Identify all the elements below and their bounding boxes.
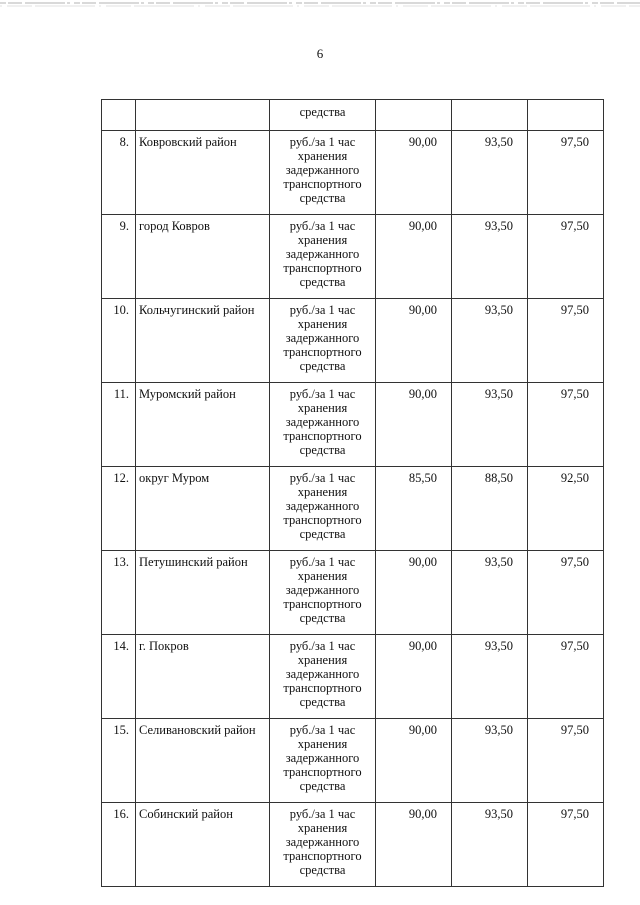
unit-cell bbox=[270, 467, 376, 551]
unit-cell bbox=[270, 299, 376, 383]
district-name-cell: округ Муром bbox=[136, 467, 270, 551]
value-cell-3: 97,50 bbox=[528, 635, 604, 719]
unit-cell bbox=[270, 215, 376, 299]
unit-line: хранения bbox=[297, 737, 348, 751]
unit-cell bbox=[270, 383, 376, 467]
unit-line: средства bbox=[299, 695, 346, 709]
district-name-cell bbox=[136, 100, 270, 131]
district-name-cell: Собинский район bbox=[136, 803, 270, 887]
value-cell-2: 88,50 bbox=[452, 467, 528, 551]
unit-cell bbox=[270, 803, 376, 887]
unit-line: хранения bbox=[297, 233, 348, 247]
value-cell-3: 97,50 bbox=[528, 215, 604, 299]
row-number-cell: 12. bbox=[102, 467, 136, 551]
unit-line: руб./за 1 час bbox=[289, 555, 356, 569]
table-row bbox=[102, 299, 604, 383]
unit-line: транспортного bbox=[283, 597, 362, 611]
page-number: 6 bbox=[316, 46, 324, 61]
row-number-cell: 8. bbox=[102, 131, 136, 215]
row-number-cell: 9. bbox=[102, 215, 136, 299]
unit-line: средства bbox=[299, 443, 346, 457]
table-row bbox=[102, 131, 604, 215]
unit-line: транспортного bbox=[283, 681, 362, 695]
unit-line: хранения bbox=[297, 653, 348, 667]
table-row bbox=[102, 383, 604, 467]
district-name-cell: Селивановский район bbox=[136, 719, 270, 803]
row-number-cell: 10. bbox=[102, 299, 136, 383]
unit-line: средства bbox=[299, 611, 346, 625]
unit-line: транспортного bbox=[283, 261, 362, 275]
value-cell-3: 92,50 bbox=[528, 467, 604, 551]
value-cell-1: 90,00 bbox=[376, 299, 452, 383]
table-row bbox=[102, 803, 604, 887]
unit-line: задержанного bbox=[285, 415, 360, 429]
unit-line: задержанного bbox=[285, 163, 360, 177]
value-cell-2: 93,50 bbox=[452, 803, 528, 887]
unit-line: хранения bbox=[297, 149, 348, 163]
value-cell-1: 90,00 bbox=[376, 383, 452, 467]
value-cell-2: 93,50 bbox=[452, 551, 528, 635]
tariff-table bbox=[101, 99, 604, 887]
table-row bbox=[102, 215, 604, 299]
row-number-cell: 14. bbox=[102, 635, 136, 719]
value-cell-1: 90,00 bbox=[376, 551, 452, 635]
table-row bbox=[102, 635, 604, 719]
table-row bbox=[102, 551, 604, 635]
value-cell bbox=[376, 100, 452, 131]
unit-line: транспортного bbox=[283, 513, 362, 527]
unit-line: задержанного bbox=[285, 499, 360, 513]
value-cell-3: 97,50 bbox=[528, 803, 604, 887]
district-name-cell: г. Покров bbox=[136, 635, 270, 719]
unit-line: транспортного bbox=[283, 177, 362, 191]
unit-line: руб./за 1 час bbox=[289, 723, 356, 737]
value-cell-1: 90,00 bbox=[376, 719, 452, 803]
unit-line: транспортного bbox=[283, 849, 362, 863]
row-number-cell: 13. bbox=[102, 551, 136, 635]
row-number-cell: 15. bbox=[102, 719, 136, 803]
value-cell-3: 97,50 bbox=[528, 719, 604, 803]
unit-cell bbox=[270, 551, 376, 635]
unit-cell bbox=[270, 635, 376, 719]
unit-line: задержанного bbox=[285, 583, 360, 597]
scan-edge-artifact bbox=[0, 0, 640, 10]
unit-line: руб./за 1 час bbox=[289, 303, 356, 317]
district-name-cell: Кольчугинский район bbox=[136, 299, 270, 383]
unit-line: транспортного bbox=[283, 345, 362, 359]
unit-line: руб./за 1 час bbox=[289, 471, 356, 485]
row-number-cell: 16. bbox=[102, 803, 136, 887]
unit-line: задержанного bbox=[285, 331, 360, 345]
unit-line: руб./за 1 час bbox=[289, 807, 356, 821]
district-name-cell: Муромский район bbox=[136, 383, 270, 467]
value-cell-1: 90,00 bbox=[376, 215, 452, 299]
unit-line: руб./за 1 час bbox=[289, 135, 356, 149]
value-cell bbox=[452, 100, 528, 131]
unit-line: хранения bbox=[297, 569, 348, 583]
unit-line: средства bbox=[299, 275, 346, 289]
unit-line: задержанного bbox=[285, 835, 360, 849]
value-cell-2: 93,50 bbox=[452, 215, 528, 299]
unit-line: средства bbox=[299, 191, 346, 205]
row-number-cell bbox=[102, 100, 136, 131]
unit-line: хранения bbox=[297, 401, 348, 415]
value-cell-1: 90,00 bbox=[376, 635, 452, 719]
unit-line: задержанного bbox=[285, 667, 360, 681]
unit-line: транспортного bbox=[283, 765, 362, 779]
value-cell-2: 93,50 bbox=[452, 719, 528, 803]
value-cell-2: 93,50 bbox=[452, 299, 528, 383]
unit-cell: средства bbox=[270, 100, 376, 131]
unit-line: средства bbox=[299, 359, 346, 373]
unit-cell bbox=[270, 131, 376, 215]
continued-row bbox=[102, 100, 604, 131]
district-name-cell: город Ковров bbox=[136, 215, 270, 299]
unit-line: задержанного bbox=[285, 247, 360, 261]
value-cell-3: 97,50 bbox=[528, 551, 604, 635]
value-cell-1: 90,00 bbox=[376, 803, 452, 887]
value-cell-3: 97,50 bbox=[528, 299, 604, 383]
table-row bbox=[102, 719, 604, 803]
unit-line: хранения bbox=[297, 317, 348, 331]
unit-line: средства bbox=[299, 527, 346, 541]
unit-line: хранения bbox=[297, 821, 348, 835]
value-cell-1: 85,50 bbox=[376, 467, 452, 551]
value-cell-3: 97,50 bbox=[528, 131, 604, 215]
value-cell-1: 90,00 bbox=[376, 131, 452, 215]
unit-line: задержанного bbox=[285, 751, 360, 765]
unit-line: руб./за 1 час bbox=[289, 219, 356, 233]
table-row bbox=[102, 467, 604, 551]
value-cell-2: 93,50 bbox=[452, 635, 528, 719]
unit-line: руб./за 1 час bbox=[289, 639, 356, 653]
value-cell bbox=[528, 100, 604, 131]
value-cell-2: 93,50 bbox=[452, 383, 528, 467]
value-cell-3: 97,50 bbox=[528, 383, 604, 467]
value-cell-2: 93,50 bbox=[452, 131, 528, 215]
district-name-cell: Ковровский район bbox=[136, 131, 270, 215]
row-number-cell: 11. bbox=[102, 383, 136, 467]
unit-line: руб./за 1 час bbox=[289, 387, 356, 401]
unit-line: транспортного bbox=[283, 429, 362, 443]
unit-line: средства bbox=[299, 863, 346, 877]
unit-line: хранения bbox=[297, 485, 348, 499]
unit-line: средства bbox=[299, 779, 346, 793]
district-name-cell: Петушинский район bbox=[136, 551, 270, 635]
unit-cell bbox=[270, 719, 376, 803]
